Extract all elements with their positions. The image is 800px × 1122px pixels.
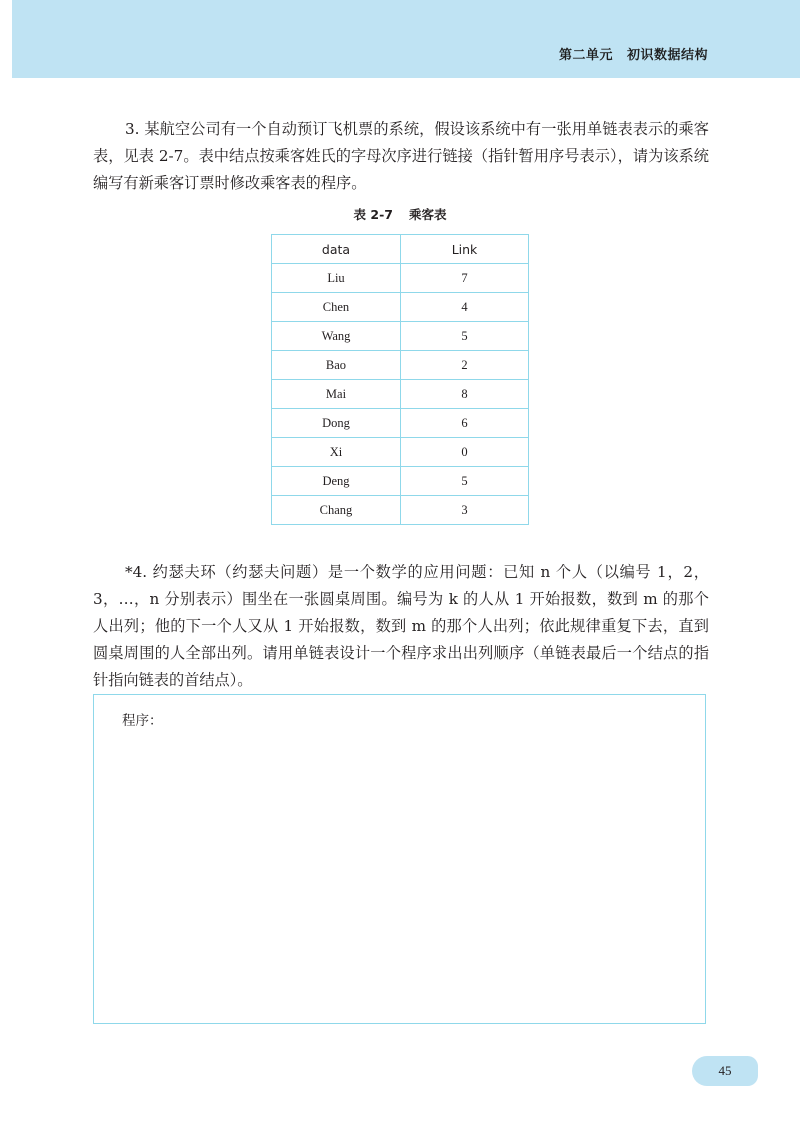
data-cell: Liu — [272, 264, 401, 293]
table-row — [272, 496, 529, 525]
table-row — [272, 467, 529, 496]
chapter-label: 第二单元 — [558, 48, 613, 63]
table-row — [272, 351, 529, 380]
data-cell: Deng — [272, 467, 401, 496]
link-cell: 6 — [401, 409, 529, 438]
data-cell: Chang — [272, 496, 401, 525]
data-cell: Xi — [272, 438, 401, 467]
passenger-table — [271, 234, 529, 525]
running-header — [559, 44, 708, 63]
table-row — [272, 409, 529, 438]
table-row — [272, 322, 529, 351]
question-3: 3. 某航空公司有一个自动预订飞机票的系统，假设该系统中有一张用单链表表示的乘客表，见表 2-7。表中结点按乘客姓氏的字母次序进行链接（指针暂用序号表示），请为该系统编写有新乘客订票时修改乘客表的程序。 — [93, 120, 709, 192]
link-cell: 0 — [401, 438, 529, 467]
table-row — [272, 293, 529, 322]
link-cell: 5 — [401, 322, 529, 351]
column-header-data: data — [272, 235, 401, 264]
question-4: *4. 约瑟夫环（约瑟夫问题）是一个数学的应用问题：已知 n 个人（以编号 1，2，3，…，n 分别表示）围坐在一张圆桌周围。编号为 k 的人从 1 开始报数，数到 m 的那个人出列；他的下一个人又从 1 开始报数，数到 m 的那个人出列；依此规律重复下去，直到圆桌周围的人全部出列。请用单链表设计一个程序求出出列顺序（单链表最后一个结点的指针指向链表的首结点）。 — [93, 563, 709, 689]
data-cell: Wang — [272, 322, 401, 351]
table-title: 乘客表 — [408, 207, 447, 222]
link-cell: 2 — [401, 351, 529, 380]
table-row — [272, 264, 529, 293]
data-cell: Dong — [272, 409, 401, 438]
header-band — [12, 0, 800, 78]
link-cell: 8 — [401, 380, 529, 409]
data-cell: Chen — [272, 293, 401, 322]
table-row — [272, 380, 529, 409]
column-header-link: Link — [401, 235, 529, 264]
answer-box — [93, 694, 706, 1024]
table-header-row — [272, 235, 529, 264]
link-cell: 4 — [401, 293, 529, 322]
link-cell: 3 — [401, 496, 529, 525]
table-row — [272, 438, 529, 467]
answer-label: 程序： — [122, 713, 163, 729]
table-number: 表 2-7 — [353, 207, 393, 222]
data-cell: Bao — [272, 351, 401, 380]
chapter-title: 初识数据结构 — [626, 48, 708, 63]
data-cell: Mai — [272, 380, 401, 409]
page-number-tab — [692, 1056, 758, 1086]
link-cell: 7 — [401, 264, 529, 293]
page-number: 45 — [718, 1063, 732, 1078]
table-caption — [0, 205, 800, 223]
link-cell: 5 — [401, 467, 529, 496]
